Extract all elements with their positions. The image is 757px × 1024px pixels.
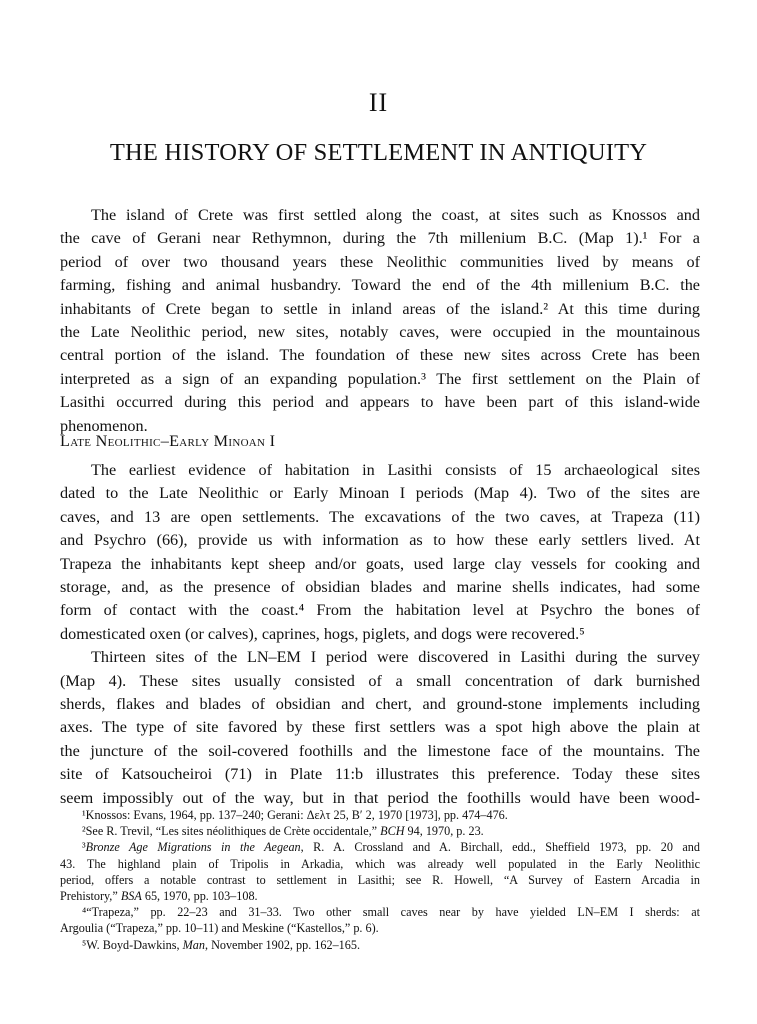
section-heading: Late Neolithic–Early Minoan I xyxy=(60,432,276,450)
footnote-text: , November 1902, pp. 162–165. xyxy=(204,937,361,952)
footnote-text: ²See R. Trevil, “Les sites néolithiques de Crète occidentale,” xyxy=(82,824,381,839)
text-line: central portion of the island. The foundation of these new sites across Crete has been xyxy=(60,346,700,365)
footnote-3-line: 43. The highland plain of Tripolis in Arkadia, which was already well populated in the Early Neolithic xyxy=(60,856,700,871)
text-line: interpreted as a sign of an expanding population.³ The first settlement on the Plain of xyxy=(60,369,700,388)
journal-title: Man xyxy=(182,937,205,952)
footnote-3-line xyxy=(60,888,700,904)
text-line: phenomenon. xyxy=(60,416,148,435)
footnote-text: Prehistory,” xyxy=(60,889,121,904)
journal-title: BCH xyxy=(380,824,405,839)
text-line: axes. The type of site favored by these first settlers was a spot high above the plain at xyxy=(60,718,700,737)
text-line: Lasithi occurred during this period and appears to have been part of this island-wide xyxy=(60,393,700,412)
text-line: sherds, flakes and blades of obsidian and chert, and ground-stone implements including xyxy=(60,695,700,714)
footnote-text: ⁵W. Boyd-Dawkins, xyxy=(82,937,183,952)
footnote-3-line: period, offers a notable contrast to settlement in Lasithi; see R. Howell, “A Survey of Eastern Arcadia in xyxy=(60,872,700,887)
footnote-text: , R. A. Crossland and A. Birchall, edd., Sheffield 1973, pp. 20 and xyxy=(300,840,700,855)
text-line: the Late Neolithic period, new sites, notably caves, were occupied in the mountainous xyxy=(60,323,700,342)
text-line: storage, and, as the presence of obsidian blades and marine shells indicates, had some xyxy=(60,578,700,597)
section-body xyxy=(60,459,700,810)
footnote-text: 94, 1970, p. 23. xyxy=(404,824,484,839)
text-line: site of Katsoucheiroi (71) in Plate 11:b illustrates this preference. Today these sites xyxy=(60,765,700,784)
chapter-title: THE HISTORY OF SETTLEMENT IN ANTIQUITY xyxy=(109,139,648,166)
footnote-3 xyxy=(60,839,700,855)
text-line: (Map 4). These sites usually consisted of a small concentration of dark burnished xyxy=(60,671,700,690)
text-line: and Psychro (66), provide us with information as to how these early settlers lived. At xyxy=(60,531,700,550)
text-line: dated to the Late Neolithic or Early Minoan I periods (Map 4). Two of the sites are xyxy=(60,484,700,503)
footnote-marker: ³ xyxy=(82,840,86,855)
journal-title: BSA xyxy=(120,889,142,904)
text-line: period of over two thousand years these Neolithic communities lived by means of xyxy=(60,252,700,271)
text-line: The earliest evidence of habitation in Lasithi consists of 15 archaeological sites xyxy=(91,461,700,479)
text-line: seem impossibly out of the way, but in that period the foothills would have been wood- xyxy=(60,788,700,807)
book-title: Bronze Age Migrations in the Aegean xyxy=(85,840,301,855)
intro-paragraph xyxy=(60,204,700,438)
footnotes xyxy=(60,807,700,953)
footnote-1: ¹Knossos: Evans, 1964, pp. 137–240; Gerani: Δελτ 25, B′ 2, 1970 [1973], pp. 474–476. xyxy=(82,808,508,822)
text-line: domesticated oxen (or calves), caprines, hogs, piglets, and dogs were recovered.⁵ xyxy=(60,624,585,643)
text-line: Thirteen sites of the LN–EM I period were discovered in Lasithi during the survey xyxy=(91,648,700,667)
footnote-4: ⁴“Trapeza,” pp. 22–23 and 31–33. Two other small caves near by have yielded LN–EM I sherds: at xyxy=(82,905,700,920)
footnote-5 xyxy=(60,937,700,953)
footnote-2 xyxy=(60,823,700,839)
chapter-number: II xyxy=(368,88,389,117)
text-line: form of contact with the coast.⁴ From the habitation level at Psychro the bones of xyxy=(60,601,700,620)
text-line: The island of Crete was first settled along the coast, at sites such as Knossos and xyxy=(91,206,700,224)
text-line: inhabitants of Crete began to settle in inland areas of the island.² At this time during xyxy=(60,299,700,318)
text-line: caves, and 13 are open settlements. The excavations of the two caves, at Trapeza (11) xyxy=(60,507,700,526)
text-line: farming, fishing and animal husbandry. Toward the end of the 4th millenium B.C. the xyxy=(60,276,700,295)
text-line: the juncture of the soil-covered foothills and the limestone face of the mountains. The xyxy=(60,741,700,760)
footnote-4-line: Argoulia (“Trapeza,” pp. 10–11) and Meskine (“Kastellos,” p. 6). xyxy=(60,921,379,936)
text-line: Trapeza the inhabitants kept sheep and/or goats, used large clay vessels for cooking and xyxy=(60,554,700,573)
text-line: the cave of Gerani near Rethymnon, during the 7th millenium B.C. (Map 1).¹ For a xyxy=(60,229,700,248)
footnote-text: 65, 1970, pp. 103–108. xyxy=(141,889,258,904)
